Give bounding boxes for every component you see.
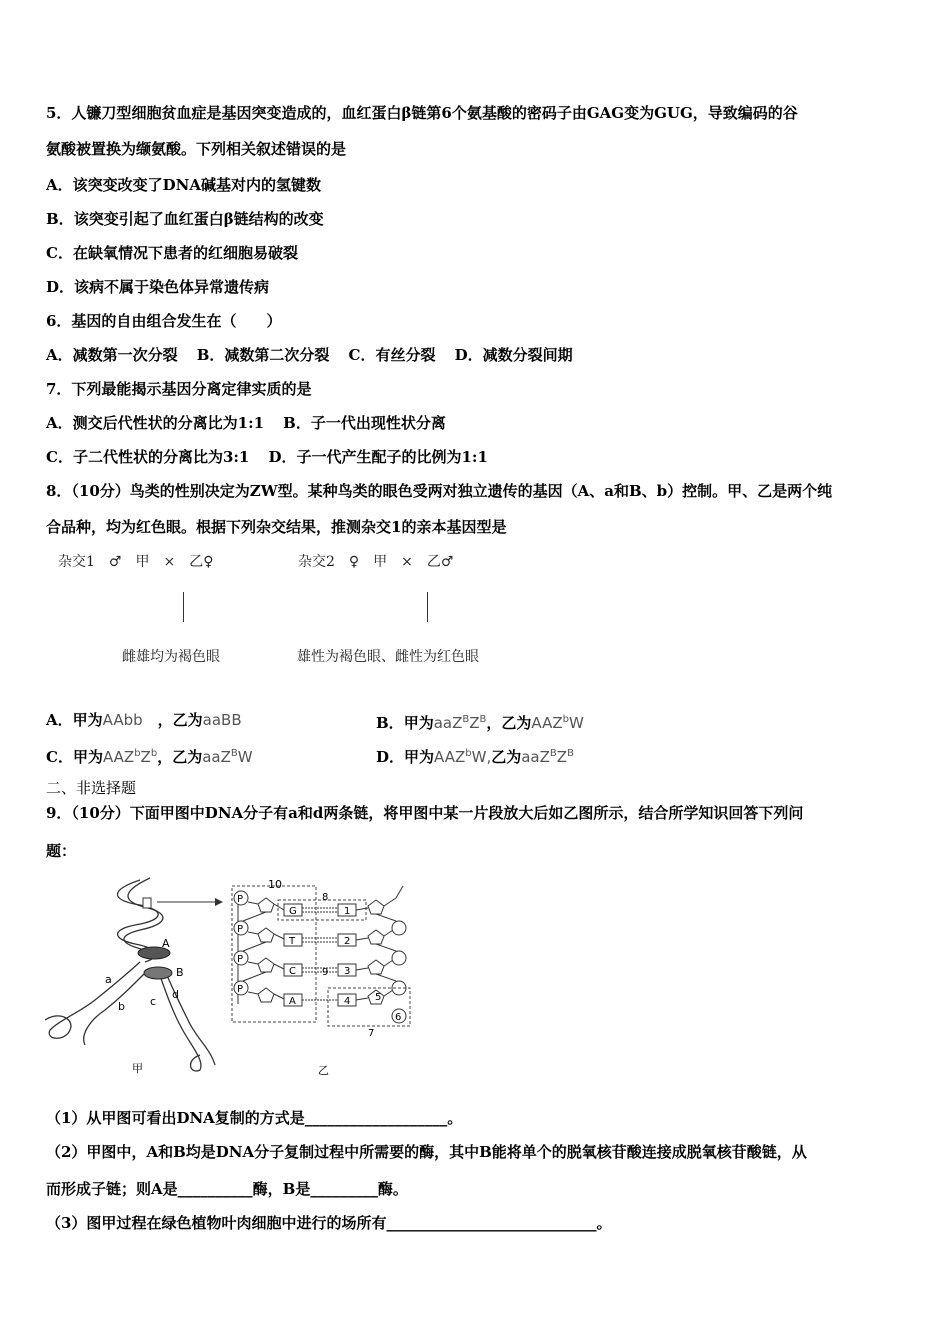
phosphate-4: P	[237, 984, 244, 995]
cross1-result: 雌雄均为褐色眼	[122, 649, 220, 665]
figure-jia-caption: 甲	[132, 1062, 143, 1075]
base-1: 1	[344, 906, 351, 917]
q8-stem-line1: 8．（10分）鸟类的性别决定为ZW型。某种鸟类的眼色受两对独立遗传的基因（A、a和B、b）控制。甲、乙是两个纯	[46, 482, 833, 500]
q6-options: A．减数第一次分裂 B．减数第二次分裂 C．有丝分裂 D．减数分裂间期	[46, 346, 573, 364]
q5-option-d: D．该病不属于染色体异常遗传病	[46, 278, 270, 296]
q5-option-b: B．该突变引起了血红蛋白β链结构的改变	[46, 210, 324, 228]
q5-stem-line2: 氨酸被置换为缬氨酸。下列相关叙述错误的是	[46, 140, 347, 158]
phosphate-3: P	[237, 954, 244, 965]
label-9: 9	[322, 967, 329, 978]
q9-stem-line1: 9．（10分）下面甲图中DNA分子有a和d两条链，将甲图中某一片段放大后如乙图所示，结合所学知识回答下列问	[46, 804, 804, 822]
label-enzyme-a: A	[162, 937, 170, 950]
label-strand-c: c	[150, 995, 157, 1008]
base-a: A	[289, 996, 296, 1007]
q8-option-a: A．甲为AAbb ，乙为aaBB	[46, 711, 242, 729]
q9-sub3: （3）图甲过程在绿色植物叶肉细胞中进行的场所有____________________________。	[46, 1214, 612, 1232]
q5-option-c: C．在缺氧情况下患者的红细胞易破裂	[46, 244, 298, 262]
figure-yi-caption: 乙	[318, 1064, 329, 1077]
q9-sub1: （1）从甲图可看出DNA复制的方式是___________________。	[46, 1109, 463, 1127]
q7-stem: 7．下列最能揭示基因分离定律实质的是	[46, 380, 312, 398]
label-enzyme-b: B	[176, 966, 184, 979]
q7-options-row2: C．子二代性状的分离比为3:1 D．子一代产生配子的比例为1:1	[46, 448, 488, 466]
enlarge-arrow	[155, 895, 225, 909]
label-8: 8	[322, 892, 329, 903]
enzyme-b-shape	[144, 967, 172, 979]
phosphate-2: P	[237, 924, 244, 935]
base-2: 2	[344, 936, 351, 947]
q7-options-row1: A．测交后代性状的分离比为1:1 B．子一代出现性状分离	[46, 414, 446, 432]
label-strand-a: a	[105, 973, 112, 986]
label-strand-d: d	[172, 988, 179, 1001]
base-c: C	[289, 966, 296, 977]
label-7: 7	[368, 1028, 375, 1039]
label-6: 6	[395, 1012, 402, 1023]
label-strand-b: b	[118, 1000, 125, 1013]
enlarged-segment-box	[143, 898, 151, 908]
label-5: 5	[375, 992, 382, 1003]
base-t: T	[289, 936, 296, 947]
q8-stem-line2: 合品种，均为红色眼。根据下列杂交结果，推测杂交1的亲本基因型是	[46, 518, 507, 536]
q8-option-d: D．甲为AAZ$^b$W,乙为$aaZ^BZ^B$	[376, 748, 574, 766]
base-3: 3	[344, 966, 351, 977]
q6-stem: 6．基因的自由组合发生在（ ）	[46, 312, 282, 330]
q9-sub2-line2: 而形成子链；则A是__________酶，B是_________酶。	[46, 1180, 408, 1198]
label-10: 10	[268, 878, 282, 891]
base-4: 4	[344, 996, 351, 1007]
q5-stem-line1: 5．人镰刀型细胞贫血症是基因突变造成的，血红蛋白β链第6个氨基酸的密码子由GAG变为GUG，导致编码的谷	[46, 104, 798, 122]
q9-stem-line2: 题：	[46, 842, 77, 860]
cross2-label: 杂交2 ♀ 甲 × 乙♂	[298, 554, 454, 570]
section-heading: 二、非选择题	[46, 779, 137, 797]
base-g: G	[289, 906, 297, 917]
cross1-label: 杂交1 ♂ 甲 × 乙♀	[58, 554, 214, 570]
q9-sub2-line1: （2）甲图中，A和B均是DNA分子复制过程中所需要的酶，其中B能将单个的脱氧核苷酸连接成脱氧核苷酸链，从	[46, 1143, 807, 1161]
figure-yi-dna-fragment	[228, 876, 418, 1081]
q5-option-a: A．该突变改变了DNA碱基对内的氢键数	[46, 176, 321, 194]
cross1-arrow	[183, 592, 184, 622]
cross2-arrow	[427, 592, 428, 622]
cross2-result: 雄性为褐色眼、雌性为红色眼	[297, 649, 479, 665]
q8-option-b: B．甲为$aaZ^BZ^B$，乙为AAZ$^b$W	[376, 714, 584, 732]
phosphate-1: P	[237, 894, 244, 905]
q8-option-c: C．甲为$AAZ^bZ^b$，乙为aaZ$^B$W	[46, 748, 253, 766]
